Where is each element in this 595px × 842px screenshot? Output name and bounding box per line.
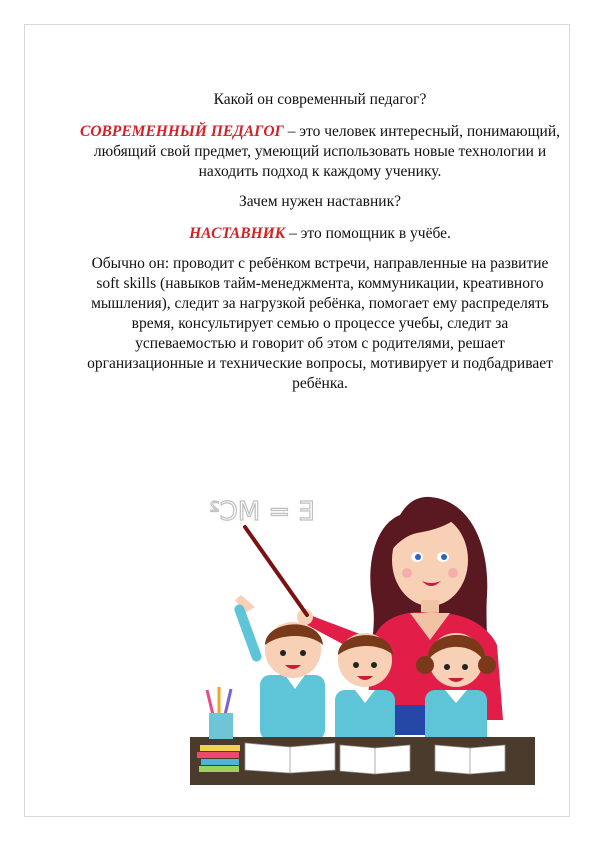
term-mentor: НАСТАВНИК [189, 225, 286, 242]
board-formula: E = MC² [209, 497, 315, 527]
term-modern-teacher: СОВРЕМЕННЫЙ ПЕДАГОГ [80, 123, 284, 140]
pointer-stick [245, 527, 307, 615]
paragraph-mentor-duties: Обычно он: проводит с ребёнком встречи, направленные на развитие soft skills (навыков тайм-менеджмента, коммуникации, креативного мышления), следит за нагрузкой ребёнка, помогает ему распределять время, консультирует семью о процессе учебы, следит за успеваемостью и говорит об этом с родителями, решает организационные и технические вопросы, мотивирует и подбадривает ребёнка. [87, 255, 553, 392]
definition-modern-teacher: – это человек интересный, понимающий, любящий свой предмет, умеющий использовать новые технологии и находить подход к каждому ученику. [93, 123, 561, 180]
heading-modern-teacher: Какой он современный педагог? [213, 91, 427, 108]
paragraph-mentor [80, 224, 560, 244]
paragraph-modern-teacher [80, 122, 560, 182]
pencil-cup [209, 713, 233, 739]
heading-why-mentor: Зачем нужен наставник? [239, 193, 401, 210]
document-body [80, 90, 560, 404]
definition-mentor: – это помощник в учёбе. [285, 225, 451, 242]
teacher-with-students-illustration [185, 475, 540, 790]
